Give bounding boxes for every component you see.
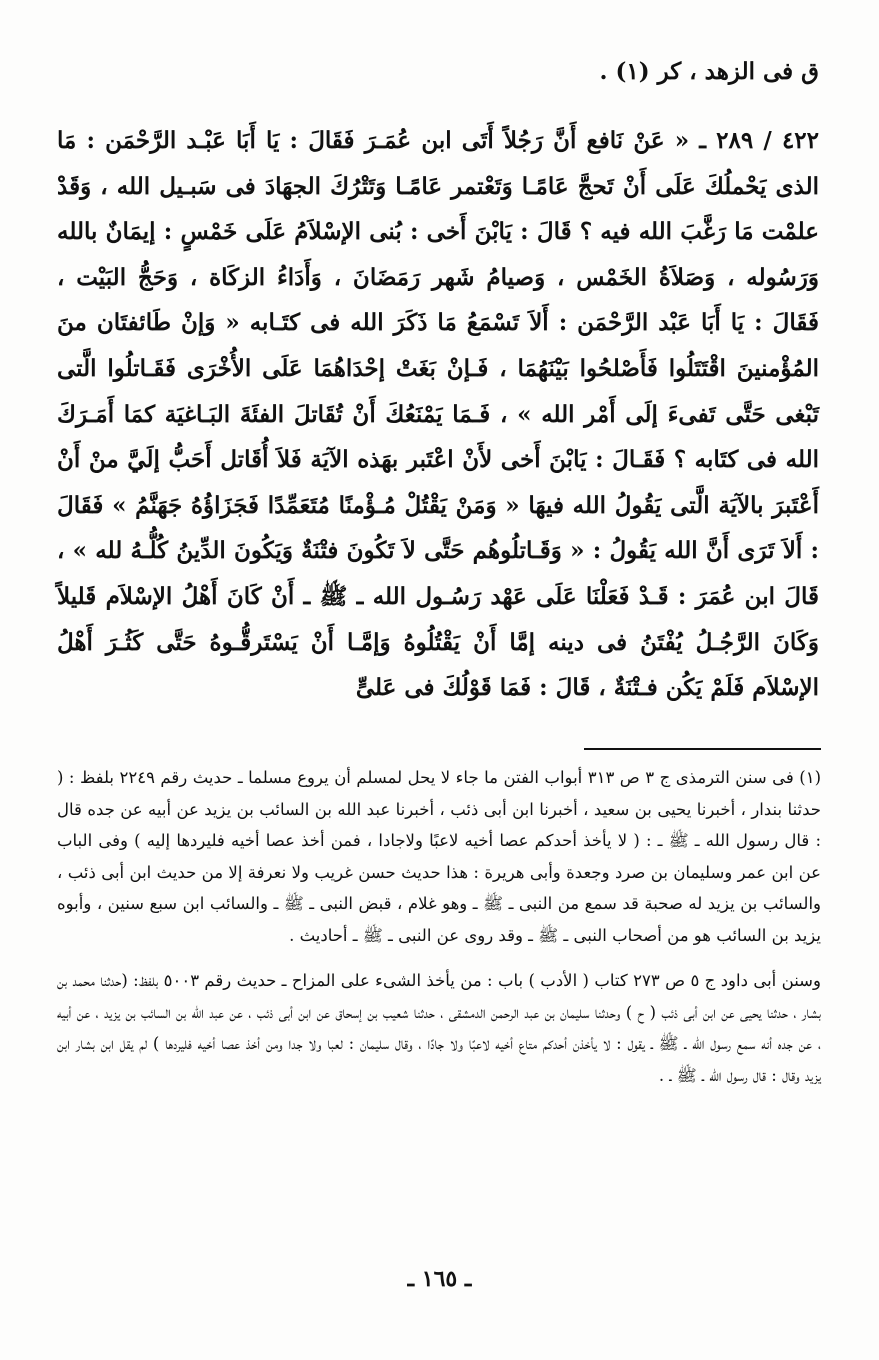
hadith-text: ٤٢٢ / ٢٨٩ ـ « عَنْ نَافع أَنَّ رَجُلاً أَتَى ابن عُمَـرَ فَقَالَ : يَا أَبَا عَبْـد الرَّحْمَن : مَا الذى يَحْملُكَ عَلَى أَنْ تَحجَّ عَامًـا وَتَعْتمر عَامًـا وَتَتْرُكَ الجهَادَ فى سَبـيل الله ، وَقَدْ علمْت مَا رَغَّبَ الله فيه ؟ قَالَ : يَابْنَ أَخى : بُنى الإسْلاَمُ عَلَى خَمْسٍ : إيمَانٌ بالله وَرَسُوله ، وَصَلاَةُ الخَمْس ، وَصيامُ شَهر رَمَضَانَ ، وَأَدَاءُ الزكَاة ، وَحَجُّ البَيْت ، فَقَالَ : يَا أَبَا عَبْد الرَّحْمَن : أَلاَ تَسْمَعُ مَا ذَكَرَ الله فى كتَـابه « وَإنْ طَائفتَان منَ المُؤْمنينَ اقْتَتَلُوا فَأَصْلحُوا بَيْنَهُمَا ، فَـإنْ بَغَتْ إحْدَاهُمَا عَلَى الأُخْرَى فَقَـاتلُوا الَّتى تَبْغى حَتَّى تَفىءَ إلَى أَمْر الله » ، فَـمَا يَمْنَعُكَ أَنْ تُقَاتلَ الفئَةَ البَـاغيَة كمَا أَمَـرَكَ الله فى كتَابه ؟ فَقَـالَ : يَابْنَ أَخى لأَنْ اعْتَبر بهَذه الآيَة فَلاَ أُقَاتل أَحَبُّ إلَيَّ منْ أَنْ أَعْتَبرَ بالآيَة الَّتى يَقُولُ الله فيهَا « وَمَنْ يَقْتُلْ مُـؤْمنًا مُتَعَمِّدًا فَجَزَاؤُهُ جَهَنَّمُ » فَقَالَ : أَلاَ تَرَى أَنَّ الله يَقُولُ : « وَقَـاتلُوهُم حَتَّى لاَ تَكُونَ فتْنَةٌ وَيَكُونَ الدِّينُ كُلُّـهُ لله » ، قَالَ ابن عُمَرَ : قَـدْ فَعَلْنَا عَلَى عَهْد رَسُـول الله ـ ﷺ ـ أَنْ كَانَ أَهْلُ الإسْلاَم قَليلاً وَكَانَ الرَّجُـلُ يُفْتَنُ فى دينه إمَّا أَنْ يَقْتُلُوهُ وَإمَّـا أَنْ يَسْتَرقُّـوهُ حَتَّى كَثُـرَ أَهْلُ الإسْلاَم فَلَمْ يَكُن فـتْنَةٌ ، قَالَ : فَمَا قَوْلُكَ فى عَلىٍّ (57, 127, 819, 702)
footnote-abu-dawud: وسنن أبى داود ج ٥ ص ٢٧٣ كتاب ( الأدب ) باب : من يأخذ الشىء على المزاح ـ حديث رقم ٥٠٠٣ بلفظ: (حدثنا محمد بن بشار ، حدثنا يحيى عن ابن أبى ذئب ( ح ) وحدثنا سليمان بن عبد الرحمن الدمشقى ، حدثنا شعيب بن إسحاق عن ابن أبى ذئب ، عن عبد الله بن السائب بن يزيد ، عن أبيه ، عن جده أنه سمع رسول الله ـ ﷺ ـ يقول : لا يأخذن أحدكم متاع أخيه لاعبًا ولا جادًا ، وقال سليمان : لعبا ولا جدا ومن أخذ عصا أخيه فليردها ) لم يقل ابن بشار ابن يزيد وقال : قال رسول الله ـ ﷺ ـ . (57, 971, 821, 1085)
continuation-line: ق فى الزهد ، كر (١) . (599, 58, 819, 85)
page-number: ـ ١٦٥ ـ (407, 1266, 472, 1292)
footnote-tirmidhi: (١) فى سنن الترمذى ج ٣ ص ٣١٣ أبواب الفتن ما جاء لا يحل لمسلم أن يروع مسلما ـ حديث رقم ٢٢٤٩ بلفظ : ( حدثنا بندار ، أخبرنا يحيى بن سعيد ، أخبرنا ابن أبى ذئب ، أخبرنا عبد الله بن السائب بن يزيد عن أبيه عن جده قال : قال رسول الله ـ ﷺ ـ : ( لا يأخذ أحدكم عصا أخيه لاعبًا ولاجادا ، فمن أخذ عصا أخيه فليردها إليه ) وفى الباب عن ابن عمر وسليمان بن صرد وجعدة وأبى هريرة : هذا حديث حسن غريب ولا نعرفة إلا من حديث ابن أبى ذئب ، والسائب بن يزيد له صحبة قد سمع من النبى ـ ﷺ ـ وهو غلام ، قبض النبى ـ ﷺ ـ والسائب ابن سبع سنين ، وأبوه يزيد بن السائب هو من أصحاب النبى ـ ﷺ ـ وقد روى عن النبى ـ ﷺ ـ أحاديث . (57, 768, 821, 945)
hadith-block (57, 118, 819, 711)
footnote-separator (584, 748, 821, 750)
footnotes (57, 762, 821, 1091)
